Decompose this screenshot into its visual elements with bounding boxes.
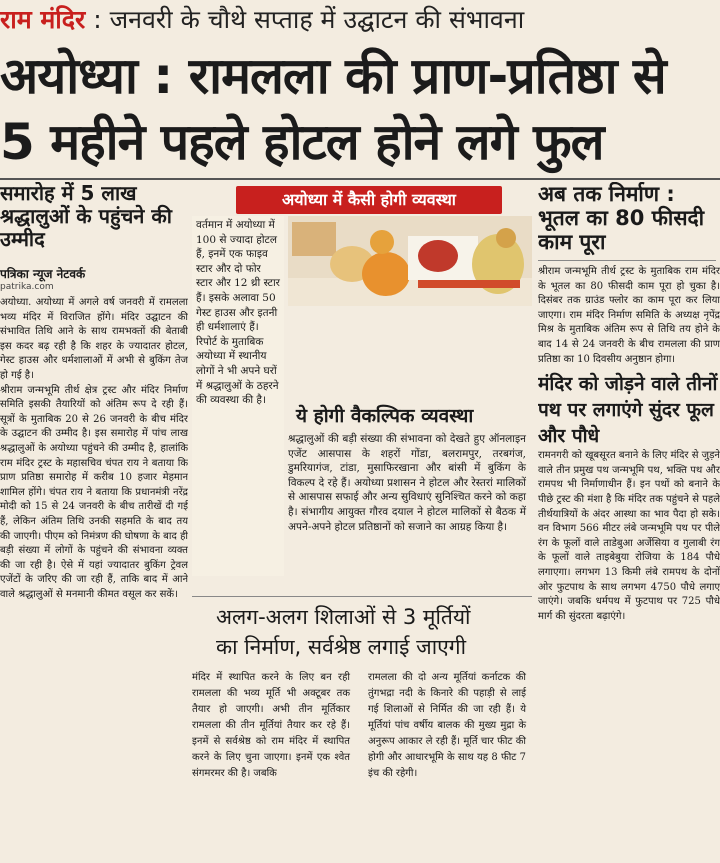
idol-column-b [368,670,526,782]
byline: पत्रिका न्यूज नेटवर्क [0,267,86,281]
right-rule [538,260,716,261]
ramlala-photo-illustration [288,216,532,306]
idol-text-a: मंदिर में स्थापित करने के लिए बन रही रामलला की भव्य मूर्ति भी अक्टूबर तक तैयार हो जाएगी। अभी तीन मूर्तिकार रामलला की तीन मूर्तियां तैयार कर रहे हैं। इनमें से सर्वश्रेष्ठ को राम मंदिर में स्थापित करने के लिए चुना जाएगा। इनमें एक श्वेत संगमरमर की है। जबकि [192,672,350,779]
left-paragraph-2: श्रीराम जन्मभूमि तीर्थ क्षेत्र ट्रस्ट और मंदिर निर्माण समिति इसकी तैयारियों को अंतिम रूप दे रही हैं। सूत्रों के मुताबिक 20 से 26 जनवरी के बीच मंदिर के उद्घाटन की उम्मीद है। इस समारोह में पांच लाख श्रद्धालुओं के अयोध्या पहुंचने की उम्मीद है, हालांकि राम मंदिर ट्रस्ट के महासचिव चंपत राय ने बताया कि प्राण प्रतिष्ठा समारोह में करीब 10 हजार मेहमान शामिल होंगे। चंपत राय ने बताया कि प्रधानमंत्री नरेंद्र मोदी को 15 से 24 जनवरी के बीच तारीखें दी गई हैं, लेकिन अंतिम तिथि उनकी सहमति के बाद तय की जाएगी। पीएम को निमंत्रण की घोषणा के बाद ही बड़ी संख्या में लोगों के पहुंचने की संभावना व्यक्त की जा रही है। ऐसे में यहां ज्यादातर बुकिंग ट्रेवल एजेंटों के जरिए की जा रही हैं, ताकि बाद में आने वाले श्रद्धालुओं से मनमानी कीमत वसूल कर सकें। [0,384,188,600]
idol-text-b: रामलला की दो अन्य मूर्तियां कर्नाटक की तुंगभद्रा नदी के किनारे की पहाड़ी से लाई गई शिलाओं से निर्मित की जा रही हैं। ये मूर्तियां पांच वर्षीय बालक की मुख्य मुद्रा के अनुरूप आकार ले रही हैं। मूर्ति चार फीट की होगी और आधारभूमि के साथ यह 8 फीट 7 इंच की रहेगी। [368,672,526,779]
right-column [538,182,720,862]
left-body [0,296,188,602]
alternative-arrangement-heading: ये होगी वैकल्पिक व्यवस्था [296,405,474,427]
headline-divider [0,178,720,180]
alternative-arrangement-body [288,432,526,534]
construction-body [538,265,720,367]
paths-body [538,449,720,624]
kicker-sep: : [85,5,110,34]
headline-line-2: 5 महीने पहले होटल होने लगे फुल [0,113,604,171]
left-subhead: समारोह में 5 लाख श्रद्धालुओं के पहुंचने की उम्मीद [0,182,172,251]
headline-line-1: अयोध्या : रामलला की प्राण-प्रतिष्ठा से [0,47,666,105]
kicker [0,0,720,40]
idol-heading-line-2: का निर्माण, सर्वश्रेष्ठ लगाई जाएगी [216,635,467,659]
construction-heading: अब तक निर्माण : भूतल का 80 फीसदी काम पूरा [538,182,705,254]
kicker-topic: राम मंदिर [0,5,86,34]
left-column [0,182,188,862]
left-paragraph-1: अयोध्या. अयोध्या में अगले वर्ष जनवरी में रामलला भव्य मंदिर में विराजित होंगे। मंदिर उद्घाटन की संभावित तिथि आने के साथ रामभक्तों की बेताबी इस कदर बढ़ रही है कि शहर के ज्यादातर होटल, गेस्ट हाउस और धर्मशालाओं में अभी से बुकिंग तेज हो गई है। [0,297,188,381]
arrangement-box-title: अयोध्या में कैसी होगी व्यवस्था [236,186,502,214]
center-column [192,182,532,862]
ramlala-photo [288,216,532,306]
kicker-text: जनवरी के चौथे सप्ताह में उद्घाटन की संभावना [109,5,525,34]
idol-heading-line-1: अलग-अलग शिलाओं से 3 मूर्तियों [216,605,471,629]
byline-website: patrika.com [0,282,54,292]
paths-text: रामनगरी को खूबसूरत बनाने के लिए मंदिर से जुड़ने वाले तीन प्रमुख पथ जन्मभूमि पथ, भक्ति पथ और रामपथ भी निर्माणाधीन हैं। इन पथों को बनाने के पीछे ट्रस्ट की मंशा है कि मंदिर तक पहुंचने से पहले तीर्थयात्रियों के अंदर आस्था का भाव पैदा हो सके। वन विभाग 566 मीटर लंबे जन्मभूमि पथ पर पीले रंग के फूलों वाले ताडेबुआ अर्जेसिया व गुलाबी रंग के फूलों वाले ताइबेबुया रोजिया के 184 पौधे लगाएगा। लगभग 13 किमी लंबे रामपथ के दोनों ओर फुटपाथ के साथ लगभग 4750 पौधे लगाए जाएंगे। जबकि धर्मपथ में फुटपाथ पर 725 पौधे मार्ग की सुंदरता बढ़ाएंगे। [538,450,720,622]
construction-text: श्रीराम जन्मभूमि तीर्थ ट्रस्ट के मुताबिक राम मंदिर के भूतल का 80 फीसदी काम पूरा हो चुका है। दिसंबर तक ग्राउंड फ्लोर का काम पूरा कर लिया जाएगा। राम मंदिर निर्माण समिति के अध्यक्ष नृपेंद्र मिश्र के मुताबिक अंतिम रूप से तिथि तय होने के बाद 14 से 24 जनवरी के बीच रामलला की प्राण प्रतिष्ठा का 10 दिवसीय अनुष्ठान होगा। [538,266,720,365]
section-rule [192,596,532,597]
alternative-arrangement-text: श्रद्धालुओं की बड़ी संख्या की संभावना को देखते हुए ऑनलाइन एजेंट आसपास के शहरों गोंडा, बलरामपुर, तरबगंज, डुमरियागंज, टांडा, मुसाफिरखाना और बांसी में बुकिंग के विकल्प दे रहे हैं। अयोध्या प्रशासन ने होटल और रेस्तरां मालिकों से आसपास सफाई और अन्य सुविधाएं सुनिश्चित करने को कहा है। संभागीय आयुक्त गौरव दयाल ने होटल मालिकों से बैठक में अपने-अपने होटल प्रतिष्ठानों को सजाने का आग्रह किया है। [288,433,526,533]
idol-column-a [192,670,350,782]
arrangement-sidebar: वर्तमान में अयोध्या में 100 से ज्यादा होटल हैं, इनमें एक फाइव स्टार और दो फोर स्टार और 12 थ्री स्टार हैं। इसके अलावा 50 गेस्ट हाउस और इतनी ही धर्मशालाएं हैं। रिपोर्ट के मुताबिक अयोध्या में स्थानीय लोगों ने भी अपने घरों में श्रद्धालुओं के ठहरने की व्यवस्था की है। [192,216,284,576]
paths-heading: मंदिर को जोड़ने वाले तीनों पथ पर लगाएंगे सुंदर फूल और पौधे [538,373,718,448]
